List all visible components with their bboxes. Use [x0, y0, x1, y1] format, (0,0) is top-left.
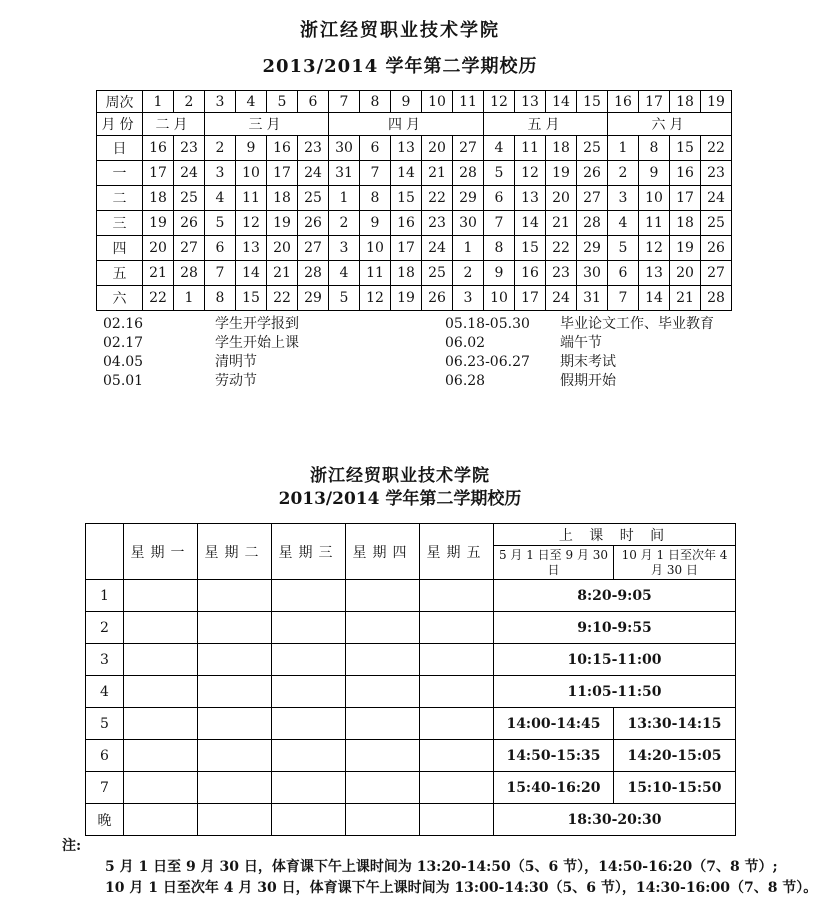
date-cell: 21 [546, 211, 577, 236]
date-cell: 10 [360, 236, 391, 261]
calendar-row [97, 186, 732, 211]
footnote-line: 10 月 1 日至次年 4 月 30 日，体育课下午上课时间为 13:00-14:30（5、6 节），14:30-16:00（7、8 节）。 [105, 880, 818, 896]
date-cell: 3 [205, 161, 236, 186]
schedule-empty-cell [124, 804, 198, 836]
date-cell: 5 [484, 161, 515, 186]
week-number-cell: 7 [329, 91, 360, 113]
date-cell: 23 [701, 161, 732, 186]
period-label-cell: 7 [86, 772, 124, 804]
schedule-empty-cell [198, 740, 272, 772]
schedule-empty-cell [346, 772, 420, 804]
schedule-empty-cell [346, 708, 420, 740]
date-cell: 18 [143, 186, 174, 211]
date-cell: 26 [298, 211, 329, 236]
date-cell: 26 [174, 211, 205, 236]
timetable-row [86, 676, 736, 708]
date-cell: 20 [670, 261, 701, 286]
date-cell: 9 [484, 261, 515, 286]
date-cell: 13 [236, 236, 267, 261]
event-date: 04.05 [103, 354, 144, 370]
class-time-cell: 11:05-11:50 [494, 676, 736, 708]
event-desc: 期末考试 [560, 354, 616, 370]
schedule-empty-cell [124, 580, 198, 612]
week-number-cell: 14 [546, 91, 577, 113]
date-cell: 27 [453, 136, 484, 161]
date-cell: 26 [701, 236, 732, 261]
date-cell: 1 [329, 186, 360, 211]
date-cell: 22 [143, 286, 174, 311]
schedule-empty-cell [420, 708, 494, 740]
date-cell: 30 [453, 211, 484, 236]
date-cell: 8 [360, 186, 391, 211]
date-cell: 23 [298, 136, 329, 161]
calendar-row [97, 211, 732, 236]
date-cell: 18 [670, 211, 701, 236]
date-cell: 7 [360, 161, 391, 186]
schedule-empty-cell [346, 804, 420, 836]
date-cell: 9 [360, 211, 391, 236]
day-header-cell: 星期一 [124, 524, 198, 580]
week-number-cell: 5 [267, 91, 298, 113]
class-time-cell: 8:20-9:05 [494, 580, 736, 612]
week-number-cell: 11 [453, 91, 484, 113]
weekday-row-label: 日 [97, 136, 143, 161]
date-cell: 2 [453, 261, 484, 286]
date-cell: 27 [174, 236, 205, 261]
date-cell: 25 [298, 186, 329, 211]
schedule-empty-cell [124, 772, 198, 804]
date-cell: 24 [546, 286, 577, 311]
weekday-row-label: 四 [97, 236, 143, 261]
date-cell: 18 [267, 186, 298, 211]
period-label-cell: 6 [86, 740, 124, 772]
date-cell: 16 [391, 211, 422, 236]
date-cell: 24 [422, 236, 453, 261]
date-cell: 30 [329, 136, 360, 161]
date-cell: 21 [267, 261, 298, 286]
date-cell: 22 [422, 186, 453, 211]
date-cell: 31 [577, 286, 608, 311]
weekday-row-label: 二 [97, 186, 143, 211]
date-cell: 25 [701, 211, 732, 236]
date-cell: 5 [608, 236, 639, 261]
date-cell: 17 [670, 186, 701, 211]
class-time-cell: 14:00-14:45 [494, 708, 614, 740]
schedule-empty-cell [198, 580, 272, 612]
date-cell: 6 [484, 186, 515, 211]
period-label-cell: 1 [86, 580, 124, 612]
footnote-label: 注: [62, 838, 82, 854]
class-time-cell: 9:10-9:55 [494, 612, 736, 644]
event-date: 02.16 [103, 316, 144, 332]
date-cell: 28 [174, 261, 205, 286]
schedule-empty-cell [420, 740, 494, 772]
schedule-empty-cell [272, 804, 346, 836]
date-cell: 4 [205, 186, 236, 211]
event-desc: 清明节 [215, 354, 257, 370]
class-time-cell: 10:15-11:00 [494, 644, 736, 676]
period-label-cell: 5 [86, 708, 124, 740]
timetable-row [86, 740, 736, 772]
date-cell: 19 [546, 161, 577, 186]
date-cell: 8 [484, 236, 515, 261]
date-cell: 7 [608, 286, 639, 311]
event-date: 02.17 [103, 335, 144, 351]
date-cell: 13 [639, 261, 670, 286]
date-cell: 16 [670, 161, 701, 186]
date-cell: 11 [639, 211, 670, 236]
schedule-empty-cell [420, 676, 494, 708]
class-time-cell: 15:40-16:20 [494, 772, 614, 804]
date-cell: 1 [453, 236, 484, 261]
week-number-cell: 16 [608, 91, 639, 113]
date-cell: 24 [174, 161, 205, 186]
week-number-cell: 1 [143, 91, 174, 113]
date-cell: 9 [639, 161, 670, 186]
date-cell: 19 [391, 286, 422, 311]
date-cell: 12 [515, 161, 546, 186]
date-cell: 3 [329, 236, 360, 261]
date-cell: 19 [670, 236, 701, 261]
date-cell: 15 [515, 236, 546, 261]
date-cell: 11 [236, 186, 267, 211]
date-cell: 30 [577, 261, 608, 286]
calendar-row [97, 136, 732, 161]
time-period-subheader: 5 月 1 日至 9 月 30 日 [494, 546, 614, 580]
event-desc: 学生开学报到 [215, 316, 299, 332]
schedule-empty-cell [124, 740, 198, 772]
period-label-cell: 3 [86, 644, 124, 676]
month-cell: 三月 [205, 113, 329, 136]
date-cell: 14 [236, 261, 267, 286]
weekday-row-label: 三 [97, 211, 143, 236]
schedule-empty-cell [124, 708, 198, 740]
class-time-cell: 14:50-15:35 [494, 740, 614, 772]
week-number-cell: 2 [174, 91, 205, 113]
date-cell: 22 [701, 136, 732, 161]
date-cell: 4 [329, 261, 360, 286]
schedule-empty-cell [272, 772, 346, 804]
day-header-cell: 星期三 [272, 524, 346, 580]
date-cell: 7 [484, 211, 515, 236]
event-date: 05.01 [103, 373, 144, 389]
date-cell: 16 [143, 136, 174, 161]
date-cell: 5 [329, 286, 360, 311]
month-row-header: 月份 [97, 113, 143, 136]
date-cell: 24 [298, 161, 329, 186]
date-cell: 6 [608, 261, 639, 286]
schedule-empty-cell [124, 644, 198, 676]
date-cell: 10 [236, 161, 267, 186]
date-cell: 20 [267, 236, 298, 261]
schedule-empty-cell [272, 676, 346, 708]
date-cell: 16 [515, 261, 546, 286]
date-cell: 12 [236, 211, 267, 236]
date-cell: 29 [577, 236, 608, 261]
schedule-empty-cell [420, 644, 494, 676]
week-number-cell: 17 [639, 91, 670, 113]
week-number-cell: 8 [360, 91, 391, 113]
week-number-cell: 9 [391, 91, 422, 113]
date-cell: 6 [360, 136, 391, 161]
schedule-empty-cell [420, 804, 494, 836]
date-cell: 8 [205, 286, 236, 311]
timetable-body [86, 524, 736, 836]
date-cell: 31 [329, 161, 360, 186]
date-cell: 17 [267, 161, 298, 186]
date-cell: 17 [391, 236, 422, 261]
schedule-empty-cell [346, 612, 420, 644]
date-cell: 23 [422, 211, 453, 236]
date-cell: 15 [236, 286, 267, 311]
calendar-table-body [97, 91, 732, 311]
date-cell: 25 [422, 261, 453, 286]
calendar-row [97, 286, 732, 311]
date-cell: 24 [701, 186, 732, 211]
calendar-row [97, 236, 732, 261]
date-cell: 25 [577, 136, 608, 161]
footnote-line: 5 月 1 日至 9 月 30 日，体育课下午上课时间为 13:20-14:50（5、6 节），14:50-16:20（7、8 节）; [105, 859, 778, 875]
date-cell: 7 [205, 261, 236, 286]
date-cell: 12 [360, 286, 391, 311]
week-row-header: 周次 [97, 91, 143, 113]
date-cell: 9 [236, 136, 267, 161]
schedule-empty-cell [198, 708, 272, 740]
week-number-cell: 3 [205, 91, 236, 113]
date-cell: 5 [205, 211, 236, 236]
period-label-cell: 晚 [86, 804, 124, 836]
corner-cell [86, 524, 124, 580]
month-cell: 二月 [143, 113, 205, 136]
date-cell: 29 [453, 186, 484, 211]
period-label-cell: 2 [86, 612, 124, 644]
event-desc: 劳动节 [215, 373, 257, 389]
schedule-empty-cell [420, 612, 494, 644]
day-header-cell: 星期二 [198, 524, 272, 580]
schedule-empty-cell [272, 740, 346, 772]
timetable-row [86, 804, 736, 836]
schedule-empty-cell [198, 612, 272, 644]
schedule-empty-cell [198, 804, 272, 836]
semester-calendar-title: 2013/2014 学年第二学期校历 [262, 56, 538, 77]
date-cell: 19 [267, 211, 298, 236]
date-cell: 1 [608, 136, 639, 161]
class-time-cell: 18:30-20:30 [494, 804, 736, 836]
event-date: 06.28 [445, 373, 486, 389]
weekday-row-label: 六 [97, 286, 143, 311]
timetable [85, 523, 736, 836]
date-cell: 28 [298, 261, 329, 286]
date-cell: 6 [205, 236, 236, 261]
date-cell: 29 [298, 286, 329, 311]
month-cell: 五月 [484, 113, 608, 136]
semester-calendar-title-2: 2013/2014 学年第二学期校历 [278, 489, 522, 509]
date-cell: 18 [391, 261, 422, 286]
date-cell: 1 [174, 286, 205, 311]
date-cell: 12 [639, 236, 670, 261]
week-number-cell: 13 [515, 91, 546, 113]
date-cell: 4 [608, 211, 639, 236]
schedule-empty-cell [272, 708, 346, 740]
schedule-empty-cell [272, 580, 346, 612]
date-cell: 25 [174, 186, 205, 211]
date-cell: 28 [577, 211, 608, 236]
date-cell: 15 [391, 186, 422, 211]
schedule-empty-cell [198, 644, 272, 676]
date-cell: 22 [546, 236, 577, 261]
event-desc: 学生开始上课 [215, 335, 299, 351]
date-cell: 28 [453, 161, 484, 186]
schedule-empty-cell [346, 580, 420, 612]
week-number-cell: 10 [422, 91, 453, 113]
schedule-empty-cell [272, 612, 346, 644]
events-list [103, 315, 714, 391]
event-date: 06.23-06.27 [445, 354, 530, 370]
date-cell: 26 [577, 161, 608, 186]
schedule-empty-cell [124, 612, 198, 644]
calendar-row [97, 161, 732, 186]
date-cell: 3 [453, 286, 484, 311]
date-cell: 16 [267, 136, 298, 161]
school-name-title-2: 浙江经贸职业技术学院 [310, 466, 490, 486]
class-time-cell: 13:30-14:15 [614, 708, 736, 740]
date-cell: 23 [546, 261, 577, 286]
date-cell: 10 [639, 186, 670, 211]
date-cell: 10 [484, 286, 515, 311]
date-cell: 14 [639, 286, 670, 311]
week-number-cell: 15 [577, 91, 608, 113]
date-cell: 20 [143, 236, 174, 261]
weekday-row-label: 一 [97, 161, 143, 186]
date-cell: 13 [391, 136, 422, 161]
date-cell: 8 [639, 136, 670, 161]
event-date: 06.02 [445, 335, 486, 351]
day-header-cell: 星期五 [420, 524, 494, 580]
schedule-empty-cell [420, 772, 494, 804]
week-number-cell: 12 [484, 91, 515, 113]
date-cell: 28 [701, 286, 732, 311]
event-date: 05.18-05.30 [445, 316, 530, 332]
date-cell: 11 [360, 261, 391, 286]
day-header-cell: 星期四 [346, 524, 420, 580]
schedule-empty-cell [346, 676, 420, 708]
week-number-cell: 19 [701, 91, 732, 113]
class-time-header: 上 课 时 间 [494, 524, 736, 546]
event-desc: 假期开始 [560, 373, 616, 389]
month-cell: 四月 [329, 113, 484, 136]
calendar-row [97, 261, 732, 286]
timetable-row [86, 612, 736, 644]
class-time-cell: 14:20-15:05 [614, 740, 736, 772]
date-cell: 23 [174, 136, 205, 161]
date-cell: 2 [329, 211, 360, 236]
class-time-cell: 15:10-15:50 [614, 772, 736, 804]
date-cell: 2 [205, 136, 236, 161]
date-cell: 14 [391, 161, 422, 186]
timetable-row [86, 644, 736, 676]
date-cell: 20 [546, 186, 577, 211]
date-cell: 4 [484, 136, 515, 161]
schedule-empty-cell [272, 644, 346, 676]
date-cell: 20 [422, 136, 453, 161]
date-cell: 21 [143, 261, 174, 286]
weekday-row-label: 五 [97, 261, 143, 286]
schedule-empty-cell [420, 580, 494, 612]
date-cell: 17 [515, 286, 546, 311]
date-cell: 27 [298, 236, 329, 261]
week-number-cell: 18 [670, 91, 701, 113]
date-cell: 14 [515, 211, 546, 236]
date-cell: 26 [422, 286, 453, 311]
date-cell: 2 [608, 161, 639, 186]
date-cell: 21 [670, 286, 701, 311]
school-name-title: 浙江经贸职业技术学院 [300, 20, 500, 41]
date-cell: 22 [267, 286, 298, 311]
date-cell: 19 [143, 211, 174, 236]
date-cell: 17 [143, 161, 174, 186]
timetable-row [86, 708, 736, 740]
event-desc: 端午节 [560, 335, 602, 351]
footnotes [62, 836, 817, 899]
timetable-row [86, 772, 736, 804]
period-label-cell: 4 [86, 676, 124, 708]
schedule-empty-cell [346, 740, 420, 772]
date-cell: 18 [546, 136, 577, 161]
calendar-table [96, 90, 732, 311]
schedule-empty-cell [124, 676, 198, 708]
event-desc: 毕业论文工作、毕业教育 [560, 316, 714, 332]
week-number-cell: 4 [236, 91, 267, 113]
month-cell: 六月 [608, 113, 732, 136]
date-cell: 13 [515, 186, 546, 211]
date-cell: 3 [608, 186, 639, 211]
time-period-subheader: 10 月 1 日至次年 4 月 30 日 [614, 546, 736, 580]
date-cell: 11 [515, 136, 546, 161]
schedule-empty-cell [198, 772, 272, 804]
week-number-cell: 6 [298, 91, 329, 113]
schedule-empty-cell [346, 644, 420, 676]
date-cell: 15 [670, 136, 701, 161]
date-cell: 27 [701, 261, 732, 286]
date-cell: 27 [577, 186, 608, 211]
date-cell: 21 [422, 161, 453, 186]
schedule-empty-cell [198, 676, 272, 708]
timetable-row [86, 580, 736, 612]
